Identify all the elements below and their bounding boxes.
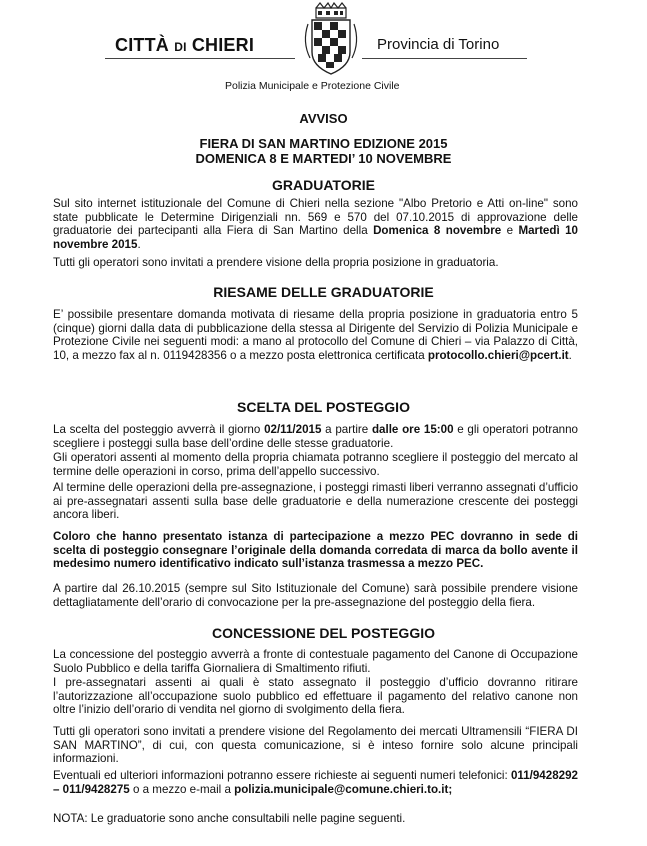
- concessione-paragraph-1: La concessione del posteggio avverrà a fronte di contestuale pagamento del Canone di Occupazione Suolo Pubblico e della tariffa Giornaliera di Smaltimento rifiuti.: [53, 648, 578, 675]
- concessione-text-a: Eventuali ed ulteriori informazioni potranno essere richieste ai seguenti numeri telefonici:: [53, 769, 511, 782]
- riesame-text-c: .: [568, 349, 572, 363]
- heading-riesame: RIESAME DELLE GRADUATORIE: [213, 284, 434, 300]
- scelta-paragraph-1: [53, 423, 578, 450]
- scelta-text-e: e gli operatori potranno scegliere i posteggi sulla base dell’ordine delle stesse graduatorie.: [53, 423, 579, 450]
- heading-concessione: CONCESSIONE DEL POSTEGGIO: [211, 625, 435, 641]
- graduatorie-paragraph-1: [53, 197, 578, 252]
- scelta-text-a: La scelta del posteggio avverrà il giorno: [53, 423, 265, 436]
- scelta-time: dalle ore 15:00: [371, 423, 454, 436]
- pec-address: protocollo.chieri@pcert.it: [427, 349, 569, 363]
- graduatorie-date-1: Domenica 8 novembre: [373, 224, 502, 238]
- concessione-paragraph-2: I pre-assegnatari assenti ai quali è stato assegnato il posteggio d’ufficio dovranno ritirare l’autorizzazione all’occupazione suolo pubblico ed effettuare il pagamento del relativo canone non oltre l’inizio dell’orario di vendita nel giorno di svolgimento della fiera.: [53, 676, 578, 717]
- notice-title: AVVISO: [299, 111, 348, 126]
- riesame-paragraph: [53, 308, 578, 363]
- heading-scelta: SCELTA DEL POSTEGGIO: [237, 399, 410, 415]
- scelta-text-c: a partire: [321, 423, 372, 436]
- city-di: DI: [174, 40, 187, 54]
- scelta-paragraph-5: A partire dal 26.10.2015 (sempre sul Sito Istituzionale del Comune) sarà possibile prendere visione dettagliatamente dell’orario di convocazione per la pre-assegnazione del posteggio della fiera.: [53, 582, 578, 609]
- concessione-paragraph-4: [53, 769, 578, 796]
- header-rule-right: [362, 58, 527, 59]
- graduatorie-text-e: .: [137, 238, 141, 252]
- graduatorie-text-a: Sul sito internet istituzionale del Comune di Chieri nella sezione "Albo Pretorio e Atti on-line" sono state pubblicate le Determine Dirigenziali nn. 569 e 570 del 07.10.2015 di approvazione delle graduatorie dei partecipanti alla Fiera di San Martino della: [53, 197, 578, 238]
- scelta-paragraph-4: Coloro che hanno presentato istanza di partecipazione a mezzo PEC dovranno in sede di scelta di posteggio consegnare l’originale della domanda corredata di marca da bollo avente il medesimo numero identificativo indicato sull’istanza trasmessa a mezzo PEC.: [53, 530, 578, 571]
- graduatorie-date-2: Martedì 10 novembre 2015: [53, 224, 578, 252]
- phone-numbers: 011/9428292 – 011/9428275: [53, 769, 578, 796]
- department-label: Polizia Municipale e Protezione Civile: [225, 80, 400, 92]
- graduatorie-paragraph-2: Tutti gli operatori sono invitati a prendere visione della propria posizione in graduatoria.: [53, 256, 499, 269]
- graduatorie-text-c: e: [501, 224, 519, 238]
- header-rule-left: [105, 58, 295, 59]
- concessione-text-c: o a mezzo e-mail a: [129, 782, 235, 796]
- city-main: CITTÀ: [115, 35, 169, 55]
- event-title-line2: DOMENICA 8 E MARTEDI’ 10 NOVEMBRE: [195, 151, 452, 166]
- note-paragraph: NOTA: Le graduatorie sono anche consultabili nelle pagine seguenti.: [53, 812, 406, 825]
- contact-email: polizia.municipale@comune.chieri.to.it;: [234, 782, 453, 796]
- concessione-paragraph-3: Tutti gli operatori sono invitati a prendere visione del Regolamento dei mercati Ultramensili “FIERA DI SAN MARTINO”, di cui, con questa comunicazione, si è inteso fornire solo alcune principali informazioni.: [53, 725, 578, 766]
- scelta-paragraph-3: Al termine delle operazioni della pre-assegnazione, i posteggi rimasti liberi verranno assegnati d’ufficio ai pre-assegnatari assenti sulla base delle graduatorie e della numerazione crescente dei posteggi ancora liberi.: [53, 481, 579, 522]
- city-crest-icon: [300, 2, 362, 76]
- city-name: CHIERI: [191, 35, 255, 55]
- riesame-text-a: E’ possibile presentare domanda motivata di riesame della propria posizione in graduatoria entro 5 (cinque) giorni dalla data di pubblicazione della stessa al Dirigente del Servizio di Polizia Municipale e Protezione Civile nei seguenti modi: a mano al protocollo del Comune di Chieri – via Palazzo di Città, 10, a mezzo fax al n. 0119428356 o a mezzo posta elettronica certificata: [53, 308, 578, 363]
- city-title: [115, 35, 254, 56]
- event-title-line1: FIERA DI SAN MARTINO EDIZIONE 2015: [199, 136, 448, 151]
- heading-graduatorie: GRADUATORIE: [272, 177, 375, 193]
- scelta-paragraph-2: Gli operatori assenti al momento della propria chiamata potranno scegliere il posteggio del mercato al termine delle operazioni in corso, prima dell’appello successivo.: [53, 451, 578, 478]
- province-label: Provincia di Torino: [377, 36, 500, 53]
- scelta-date: 02/11/2015: [264, 423, 322, 436]
